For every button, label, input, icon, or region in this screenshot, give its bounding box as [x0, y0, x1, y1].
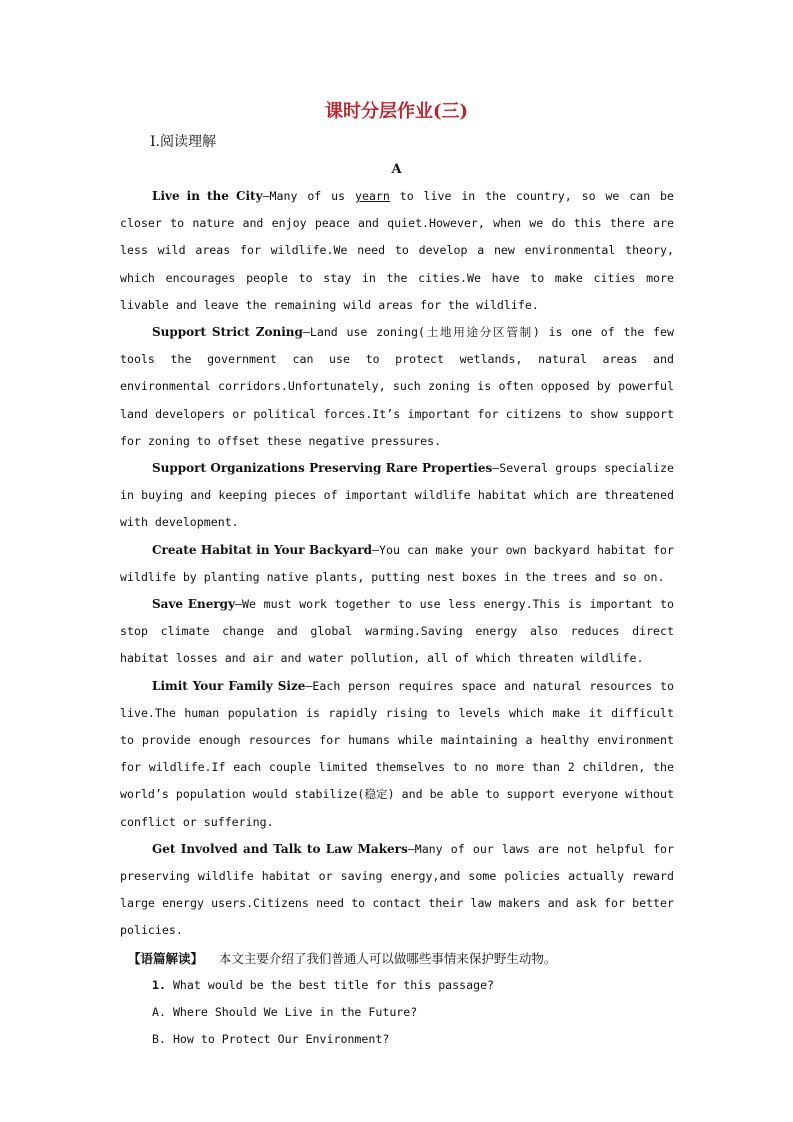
- paragraph-heading: Limit Your Family Size: [152, 678, 306, 693]
- option-a: A. Where Should We Live in the Future?: [152, 1005, 418, 1020]
- note-tag: 【语篇解读】: [128, 950, 204, 966]
- passage-label: A: [391, 162, 402, 177]
- paragraph-text: —Land use zoning(土地用途分区管制) is one of the few tools the government can use to protect wetlands, natural areas and environmental corridors.Unfortunately, such zoning is often opposed by powerful land developers or political forces.It’s important for citizens to show support for zoning to offset these negative pressures.: [120, 325, 674, 448]
- note-text: 本文主要介绍了我们普通人可以做哪些事情来保护野生动物。: [218, 950, 557, 966]
- question-1: [120, 972, 674, 999]
- paragraph-text: —You can make your own backyard habitat for wildlife by planting native plants, putting nest boxes in the trees and so on.: [120, 542, 674, 584]
- option-b: B. How to Protect Our Environment?: [152, 1032, 390, 1047]
- paragraph-text: —Many of us: [262, 189, 355, 203]
- paragraph-live-in-city: [120, 183, 674, 319]
- passage-note: [120, 945, 674, 972]
- paragraph-save-energy: [120, 591, 674, 673]
- paragraph-heading: Support Organizations Preserving Rare Properties: [152, 461, 493, 476]
- passage-body: [120, 183, 674, 1054]
- paragraph-text: —Many of our laws are not helpful for preserving wildlife habitat or saving energy,and some policies actually reward large energy users.Citizens need to contact their law makers and ask for better policies.: [120, 841, 675, 938]
- paragraph-text: —Each person requires space and natural resources to live.The human population is rapidly rising to levels which make it difficult to provide enough resources for humans while maintaining a healthy environment for wildlife.If each couple limited themselves to no more than 2 children, the world’s population would stabilize(稳定) and be able to support everyone without conflict or suffering.: [120, 678, 674, 829]
- paragraph-family-size: [120, 673, 674, 836]
- page-title: 课时分层作业(三): [324, 101, 469, 122]
- underlined-word: yearn: [354, 189, 390, 203]
- question-number: 1.: [152, 977, 166, 992]
- section-label: Ⅰ.阅读理解: [150, 134, 216, 150]
- paragraph-heading: Live in the City: [152, 189, 263, 203]
- question-text: What would be the best title for this passage?: [172, 977, 495, 992]
- paragraph-text: —We must work together to use less energy.This is important to stop climate change and global warming.Saving energy also reduces direct habitat losses and air and water pollution, all of which threaten wildlife.: [120, 597, 675, 666]
- paragraph-strict-zoning: [120, 319, 674, 455]
- paragraph-heading: Support Strict Zoning: [152, 325, 303, 340]
- paragraph-text: to live in the country, so we can be closer to nature and enjoy peace and quiet.However, when we do this there are less wild areas for wildlife.We need to develop a new environmental theory, which encourages people to stay in the cities.We have to make cities more livable and leave the remaining wild areas for the wildlife.: [120, 189, 675, 312]
- paragraph-heading: Create Habitat in Your Backyard: [152, 542, 373, 557]
- paragraph-text: —Several groups specialize in buying and keeping pieces of important wildlife habitat which are threatened with development.: [120, 461, 674, 530]
- paragraph-backyard-habitat: [120, 537, 674, 591]
- paragraph-organizations: [120, 455, 674, 537]
- paragraph-heading: Get Involved and Talk to Law Makers: [152, 841, 408, 856]
- paragraph-heading: Save Energy: [152, 597, 236, 612]
- paragraph-law-makers: [120, 836, 674, 945]
